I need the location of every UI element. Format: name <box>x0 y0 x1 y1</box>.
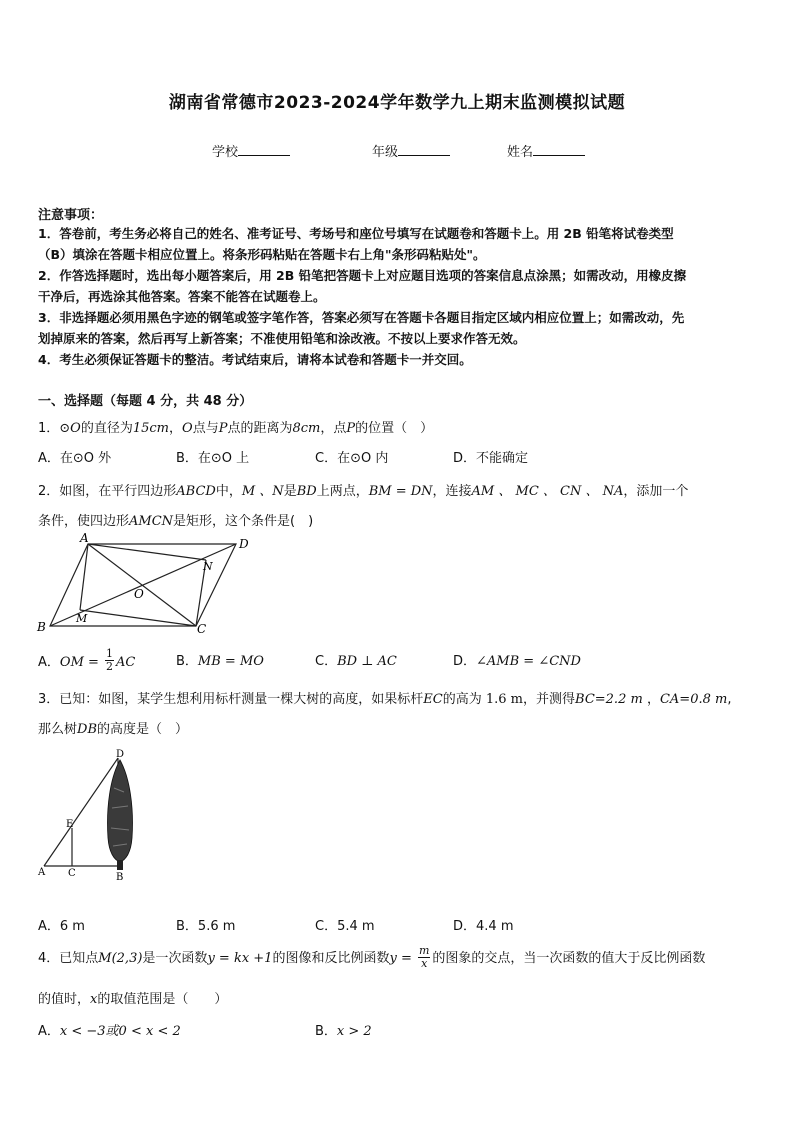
label-a: A <box>80 531 89 545</box>
notes-heading: 注意事项： <box>38 208 104 223</box>
question-3-line1: 3．已知：如图，某学生想利用标杆测量一棵大树的高度，如果标杆EC的高为 1.6 m，并测得BC=2.2 m ，CA=0.8 m, <box>38 692 732 707</box>
note-line: 4．考生必须保证答题卡的整洁。考试结束后，请将本试卷和答题卡一并交回。 <box>38 352 472 367</box>
school-blank[interactable] <box>238 143 290 156</box>
tree-figure <box>34 748 144 884</box>
label-d: D <box>239 537 249 551</box>
q4-option-b[interactable]: B．x > 2 <box>315 1024 372 1039</box>
q1-option-c[interactable]: C．在⊙O 内 <box>315 451 389 466</box>
q4-option-a[interactable]: A．x < −3或0 < x < 2 <box>38 1024 181 1039</box>
q3-option-b[interactable]: B．5.6 m <box>176 919 236 934</box>
label-d: D <box>116 749 125 760</box>
q3-option-a[interactable]: A．6 m <box>38 919 85 934</box>
name-label: 姓名 <box>507 145 534 160</box>
note-line: 干净后，再选涂其他答案。答案不能答在试题卷上。 <box>38 289 326 304</box>
school-label: 学校 <box>212 145 239 160</box>
label-e: E <box>66 819 74 830</box>
tree-trunk <box>117 860 123 870</box>
q2-option-b[interactable]: B．MB = MO <box>176 654 264 669</box>
exam-title: 湖南省常德市2023-2024学年数学九上期末监测模拟试题 <box>168 93 626 113</box>
q3-option-d[interactable]: D．4.4 m <box>453 919 514 934</box>
label-n: N <box>203 560 213 573</box>
label-m: M <box>76 612 88 625</box>
grade-label: 年级 <box>372 145 399 160</box>
grade-field[interactable] <box>372 141 450 160</box>
note-line: 3．非选择题必须用黑色字迹的钢笔或签字笔作答，答案必须写在答题卡各题目指定区域内相应位置上；如需改动，先 <box>38 310 685 325</box>
q1-option-a[interactable]: A．在⊙O 外 <box>38 451 112 466</box>
sight-line <box>44 758 118 866</box>
q3-option-c[interactable]: C．5.4 m <box>315 919 375 934</box>
question-2-line2: 条件，使四边形AMCN是矩形，这个条件是( ) <box>38 514 314 529</box>
note-line: 2．作答选择题时，选出每小题答案后，用 2B 铅笔把答题卡上对应题目选项的答案信息点涂黑；如需改动，用橡皮擦 <box>38 268 687 283</box>
question-4-line2: 的值时，x的取值范围是（ ） <box>38 992 228 1007</box>
name-blank[interactable] <box>533 143 585 156</box>
label-o: O <box>134 587 144 601</box>
label-c: C <box>197 622 207 636</box>
label-b: B <box>116 872 124 883</box>
name-field[interactable] <box>507 141 585 160</box>
q1-option-b[interactable]: B．在⊙O 上 <box>176 451 250 466</box>
school-field[interactable] <box>212 141 290 160</box>
tree-icon <box>108 760 133 862</box>
question-4-line1: 4．已知点M(2,3)是一次函数y = kx +1的图像和反比例函数y = $\frac{m}{x}$ 的图象的交点，当一次函数的值大于反比例函数 <box>38 944 706 970</box>
section-heading: 一、选择题（每题 4 分，共 48 分） <box>38 394 253 409</box>
label-a: A <box>38 867 46 878</box>
label-c: C <box>68 868 76 879</box>
label-b: B <box>37 620 46 634</box>
note-line: 划掉原来的答案，然后再写上新答案；不准使用铅笔和涂改液。不按以上要求作答无效。 <box>38 331 526 346</box>
note-line: （B）填涂在答题卡相应位置上。将条形码粘贴在答题卡右上角"条形码粘贴处"。 <box>38 247 486 262</box>
note-line: 1．答卷前，考生务必将自己的姓名、准考证号、考场号和座位号填写在试题卷和答题卡上。用 2B 铅笔将试卷类型 <box>38 226 674 241</box>
question-2-line1: 2．如图，在平行四边形ABCD中，M 、N是BD上两点，BM = DN，连接AM 、 MC 、 CN 、 NA，添加一个 <box>38 484 689 499</box>
q2-option-c[interactable]: C．BD ⊥ AC <box>315 654 397 669</box>
parallelogram-figure <box>34 530 264 636</box>
q1-option-d[interactable]: D．不能确定 <box>453 451 529 466</box>
q2-option-a[interactable]: A．OM = $\frac{1}{2}$ AC <box>38 647 136 673</box>
question-3-line2: 那么树DB的高度是（ ） <box>38 722 189 737</box>
q2-option-d[interactable]: D．∠AMB = ∠CND <box>453 654 581 669</box>
grade-blank[interactable] <box>398 143 450 156</box>
question-1: 1．⊙O的直径为15cm，O点与P点的距离为8cm，点P的位置（ ） <box>38 421 434 436</box>
